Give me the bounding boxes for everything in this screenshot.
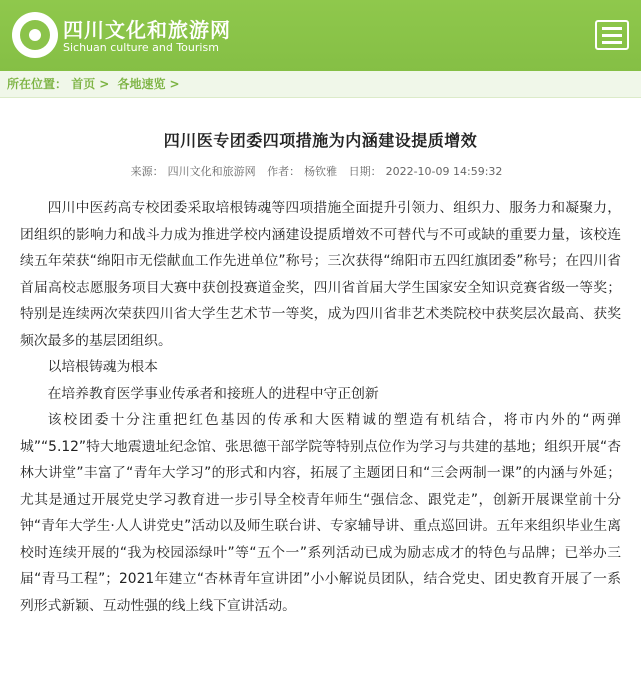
source: 四川文化和旅游网: [167, 165, 256, 178]
date: 2022-10-09 14:59:32: [385, 165, 503, 178]
author-label: 作者： 杨钦雅: [267, 165, 338, 178]
sichuan-culture-logo-icon[interactable]: [12, 12, 58, 58]
site-header: [0, 0, 641, 71]
article-meta: [0, 163, 641, 179]
hamburger-menu-icon[interactable]: [595, 20, 629, 50]
paragraph: 以培根铸魂为根本: [47, 359, 158, 375]
paragraph: 四川中医药高专校团委采取培根铸魂等四项措施全面提升引领力、组织力、服务力和凝聚力，团组织的影响力和战斗力成为推进学校内涵建设提质增效不可替代与不可或缺的重要力量，该校连续五年荣获“绵阳市无偿献血工作先进单位”称号；三次获得“绵阳市五四红旗团委”称号；在四川省首届高校志愿服务项目大赛中获创投赛道金奖，四川省首届大学生国家安全知识竞赛省级一等奖；特别是连续两次荣获四川省大学生艺术节一等奖，成为四川省非艺术类院校中获奖层次最高、获奖频次最多的基层团组织。: [20, 200, 621, 349]
site-subtitle: Sichuan culture and Tourism: [63, 41, 219, 54]
paragraph: 在培养教育医学事业传承者和接班人的进程中守正创新: [47, 385, 379, 402]
breadcrumb-section-link[interactable]: 各地速览: [117, 77, 166, 91]
breadcrumb-home-link[interactable]: 首页: [71, 77, 96, 91]
paragraph: 该校团委十分注重把红色基因的传承和大医精诚的塑造有机结合，将市内外的“两弹城”“5.12”特大地震遗址纪念馆、张思德干部学院等特别点位作为学习与共建的基地；组织开展“杏林大讲堂”丰富了“青年大学习”的形式和内容，拓展了主题团日和“三会两制一课”的内涵与外延；尤其是通过开展党史学习教育进一步引导全校青年师生“强信念、跟党走”，创新开展课堂前十分钟“青年大学生·人人讲党史”活动以及师生联台讲、专家辅导讲、重点巡回讲。五年来组织毕业生离校时连续开展的“我为校园添绿叶”等“五个一”系列活动已成为励志成才的特色与品牌；已举办三届“青马工程”；2021年建立“杏林青年宣讲团”小小解说员团队，结合党史、团史教育开展了一系列形式新颖、互动性强的线上线下宣讲活动。: [20, 412, 621, 614]
breadcrumb-label: 所在位置：: [7, 77, 68, 91]
author: 杨钦雅: [304, 165, 338, 178]
date-label: 日期： 2022-10-09 14:59:32: [348, 165, 503, 178]
article-body: [0, 195, 641, 619]
breadcrumb: 所在位置： 首页 > 各地速览 >: [0, 71, 641, 98]
source-label: 来源： 四川文化和旅游网: [130, 165, 256, 178]
article-title: 四川医专团委四项措施为内涵建设提质增效: [163, 131, 478, 150]
site-name[interactable]: 四川文化和旅游网: [63, 18, 231, 42]
